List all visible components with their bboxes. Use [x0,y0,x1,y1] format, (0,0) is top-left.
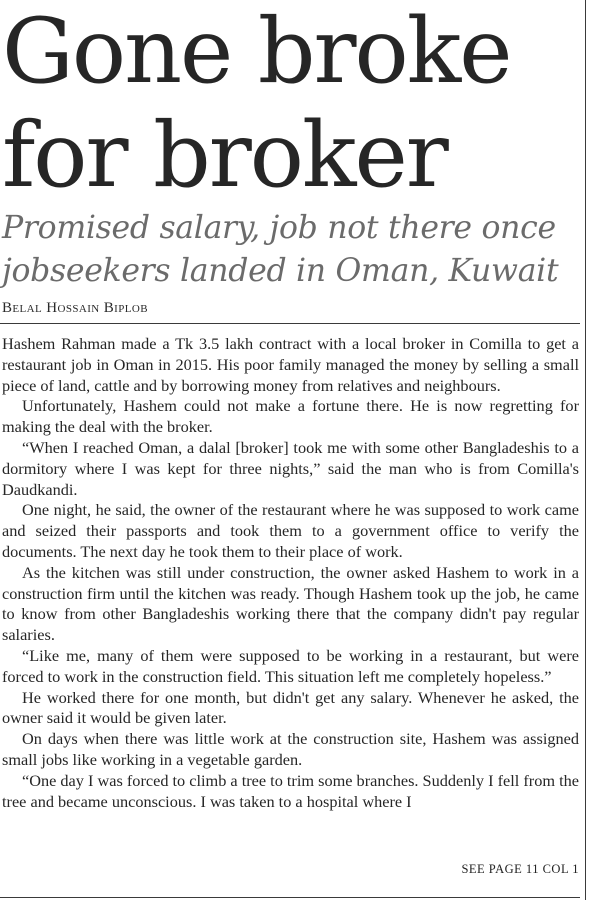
article-paragraph: “Like me, many of them were supposed to be working in a restaurant, but were forced to work in the construction field. This situation left me completely hopeless.” [2,645,579,686]
article-paragraph: Hashem Rahman made a Tk 3.5 lakh contract with a local broker in Comilla to get a restaurant job in Oman in 2015. His poor family managed the money by selling a small piece of land, cattle and by borrowing money from relatives and neighbours. [2,334,579,395]
byline: Belal Hossain Biplob [2,300,148,316]
article-paragraph: One night, he said, the owner of the restaurant where he was supposed to work came and seized their passports and took them to a government office to verify the documents. The next day he took them to their place of work. [2,500,579,561]
headline [2,0,582,208]
subheadline-line-2: jobseekers landed in Oman, Kuwait [2,253,559,289]
continued-on-page-label: SEE PAGE 11 COL 1 [461,862,579,876]
subheadline [2,207,582,293]
subheadline-line-1: Promised salary, job not there once [2,210,556,246]
column-rule-right [585,0,586,900]
byline-divider [0,323,580,324]
article-paragraph: He worked there for one month, but didn't get any salary. Whenever he asked, the owner said it would be given later. [2,687,579,728]
article-paragraph: On days when there was little work at the construction site, Hashem was assigned small jobs like working in a vegetable garden. [2,729,579,769]
headline-line-1: Gone broke [2,0,511,104]
article-paragraph: “When I reached Oman, a dalal [broker] took me with some other Bangladeshis to a dormitory where I was kept for three nights,” said the man who is from Comilla's Daudkandi. [2,437,579,499]
column-rule-bottom [0,897,580,898]
article-paragraph: “One day I was forced to climb a tree to trim some branches. Suddenly I fell from the tree and became unconscious. I was taken to a hospital where I [2,770,579,811]
headline-line-2: for broker [2,103,447,208]
article-body [2,334,579,812]
article-paragraph: Unfortunately, Hashem could not make a fortune there. He is now regretting for making the deal with the broker. [2,396,579,437]
article-paragraph: As the kitchen was still under construction, the owner asked Hashem to work in a construction firm until the kitchen was ready. Though Hashem took up the job, he came to know from other Bangladeshis working there that the company didn't pay regular salaries. [2,562,579,645]
